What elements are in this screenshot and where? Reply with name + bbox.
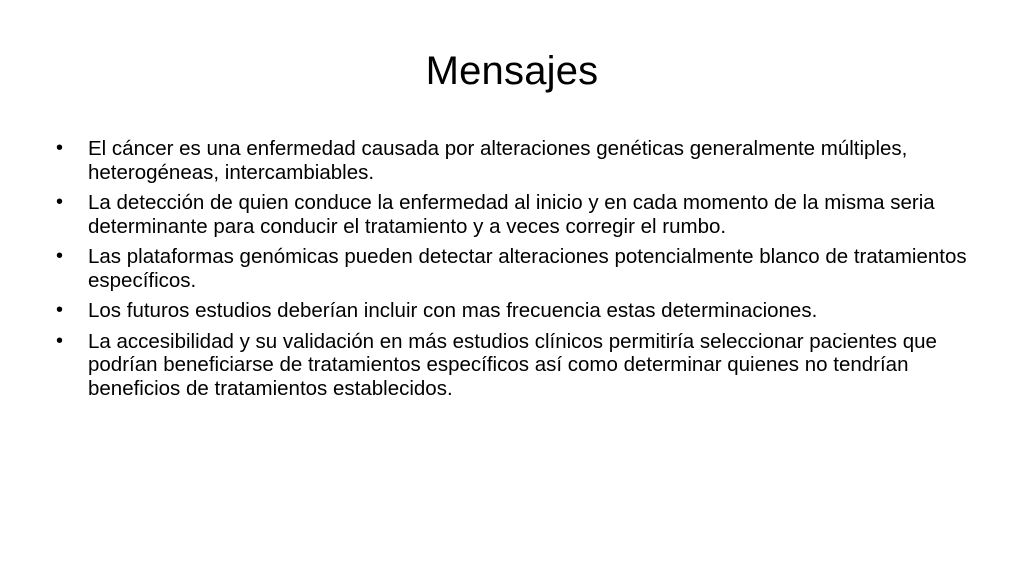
slide-title: Mensajes xyxy=(425,49,599,93)
bullet-item xyxy=(56,245,976,292)
bullet-dot-icon: • xyxy=(56,191,64,213)
bullet-dot-icon: • xyxy=(56,329,64,352)
bullet-text: El cáncer es una enfermedad causada por alteraciones genéticas generalmente múltiples, heterogéneas, intercambiables. xyxy=(88,137,908,184)
bullet-item xyxy=(56,137,976,184)
bullet-list xyxy=(56,137,976,407)
bullet-text: Los futuros estudios deberían incluir con mas frecuencia estas determinaciones. xyxy=(88,299,818,322)
bullet-text: La accesibilidad y su validación en más estudios clínicos permitiría seleccionar pacientes que podrían beneficiarse de tratamientos específicos así como determinar quienes no tendrían beneficios de tratamientos establecidos. xyxy=(88,329,937,400)
bullet-dot-icon: • xyxy=(56,137,64,159)
bullet-item xyxy=(56,299,976,323)
bullet-item xyxy=(56,191,976,238)
bullet-text: Las plataformas genómicas pueden detectar alteraciones potencialmente blanco de tratamientos específicos. xyxy=(88,245,967,292)
bullet-item xyxy=(56,330,976,401)
bullet-text: La detección de quien conduce la enfermedad al inicio y en cada momento de la misma seria determinante para conducir el tratamiento y a veces corregir el rumbo. xyxy=(88,191,935,238)
bullet-dot-icon: • xyxy=(56,245,64,267)
bullet-dot-icon: • xyxy=(56,299,64,321)
